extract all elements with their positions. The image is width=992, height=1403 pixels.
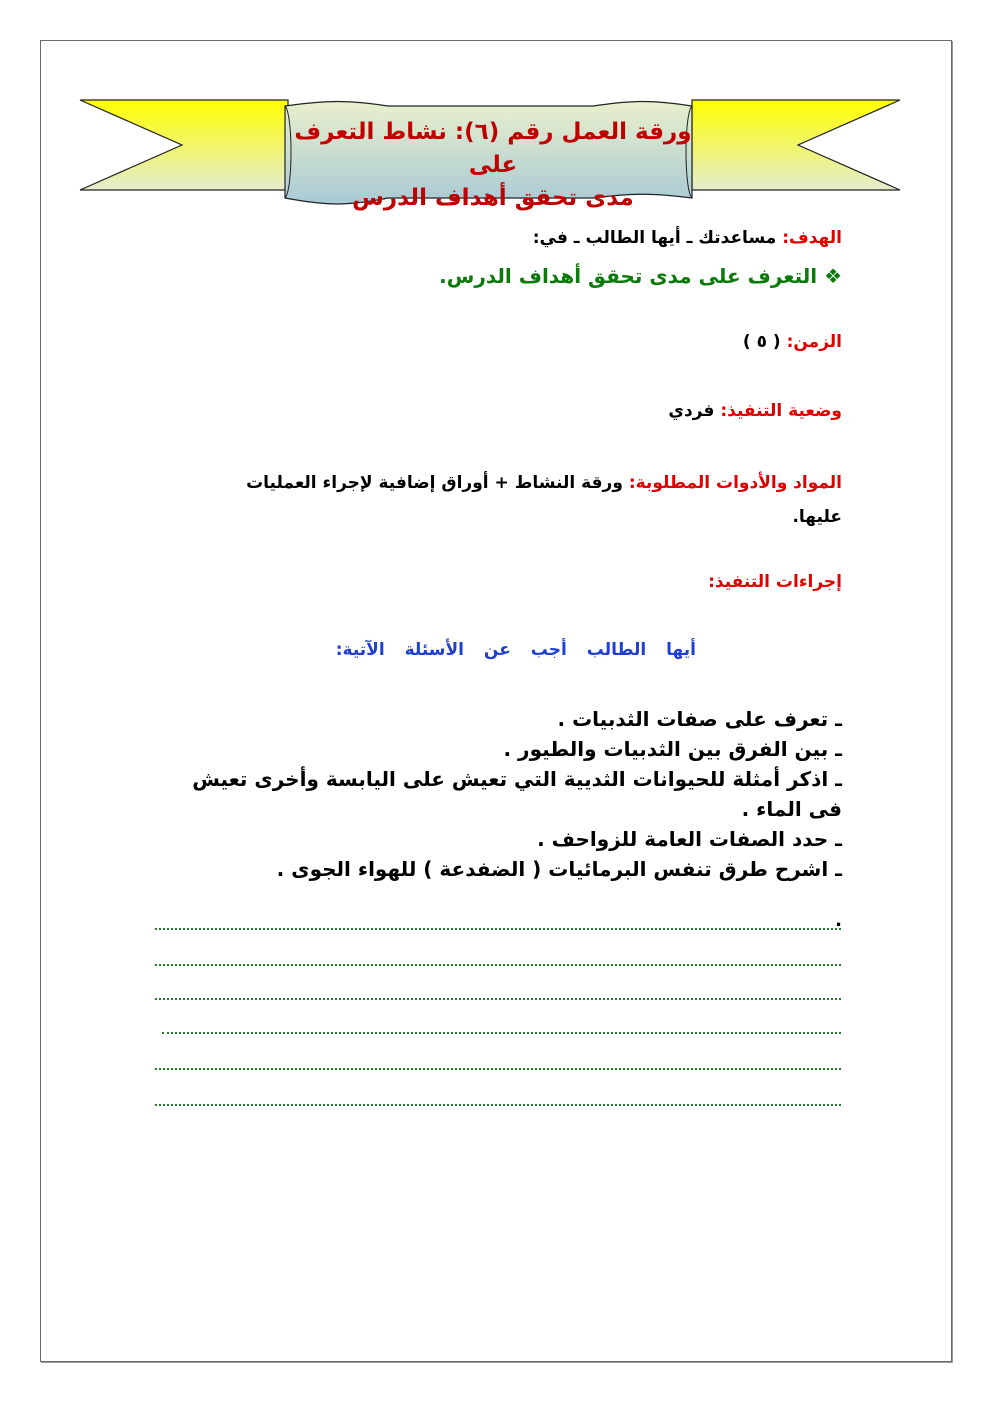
question-item: ـ حدد الصفات العامة للزواحف . bbox=[537, 827, 842, 851]
mode-value: فردي bbox=[668, 401, 715, 421]
question-item: ـ تعرف على صفات الثدبيات . bbox=[557, 707, 842, 731]
answer-line[interactable] bbox=[155, 928, 841, 930]
answer-period: . bbox=[835, 910, 842, 931]
time-value: ( ٥ ) bbox=[742, 332, 781, 352]
question-item: ـ اشرح طرق تنفس البرمائيات ( الضفدعة ) للهواء الجوى . bbox=[276, 857, 842, 881]
procedures-label: إجراءات التنفيذ: bbox=[708, 572, 842, 592]
question-item: ـ اذكر أمثلة للحيوانات الثديية التي تعيش على اليابسة وأخرى تعيش فى الماء . bbox=[192, 767, 842, 821]
instruction-text: أيها الطالب أجب عن الأسئلة الآتية: bbox=[335, 640, 696, 660]
title-line-1: ورقة العمل رقم (٦): نشاط التعرف على bbox=[294, 119, 692, 178]
materials-paragraph bbox=[232, 466, 842, 534]
answer-line[interactable] bbox=[162, 1032, 841, 1034]
title-line-2: مدى تحقق أهداف الدرس bbox=[352, 185, 634, 211]
worksheet-title bbox=[290, 116, 696, 215]
mode-line bbox=[668, 401, 842, 421]
materials-label: المواد والأدوات المطلوبة: bbox=[628, 473, 842, 493]
materials-text: ورقة النشاط + أوراق إضافية لإجراء العمليات عليها. bbox=[246, 473, 842, 527]
goal-bullet bbox=[439, 264, 842, 288]
goal-bullet-text: التعرف على مدى تحقق أهداف الدرس. bbox=[439, 264, 818, 288]
time-label: الزمن: bbox=[786, 332, 842, 352]
question-item: ـ بين الفرق بين الثدبيات والطيور . bbox=[503, 737, 842, 761]
answer-line[interactable] bbox=[155, 998, 841, 1000]
goal-text: مساعدتك ـ أيها الطالب ـ في: bbox=[532, 228, 777, 248]
answer-line[interactable] bbox=[155, 1068, 841, 1070]
goal-label: الهدف: bbox=[782, 228, 842, 248]
diamond-bullet-icon: ❖ bbox=[824, 264, 842, 288]
goal-line bbox=[533, 228, 842, 248]
questions-list bbox=[152, 704, 842, 884]
answer-line[interactable] bbox=[155, 1104, 841, 1106]
time-line bbox=[743, 332, 842, 352]
mode-label: وضعية التنفيذ: bbox=[720, 401, 842, 421]
answer-line[interactable] bbox=[155, 964, 841, 966]
